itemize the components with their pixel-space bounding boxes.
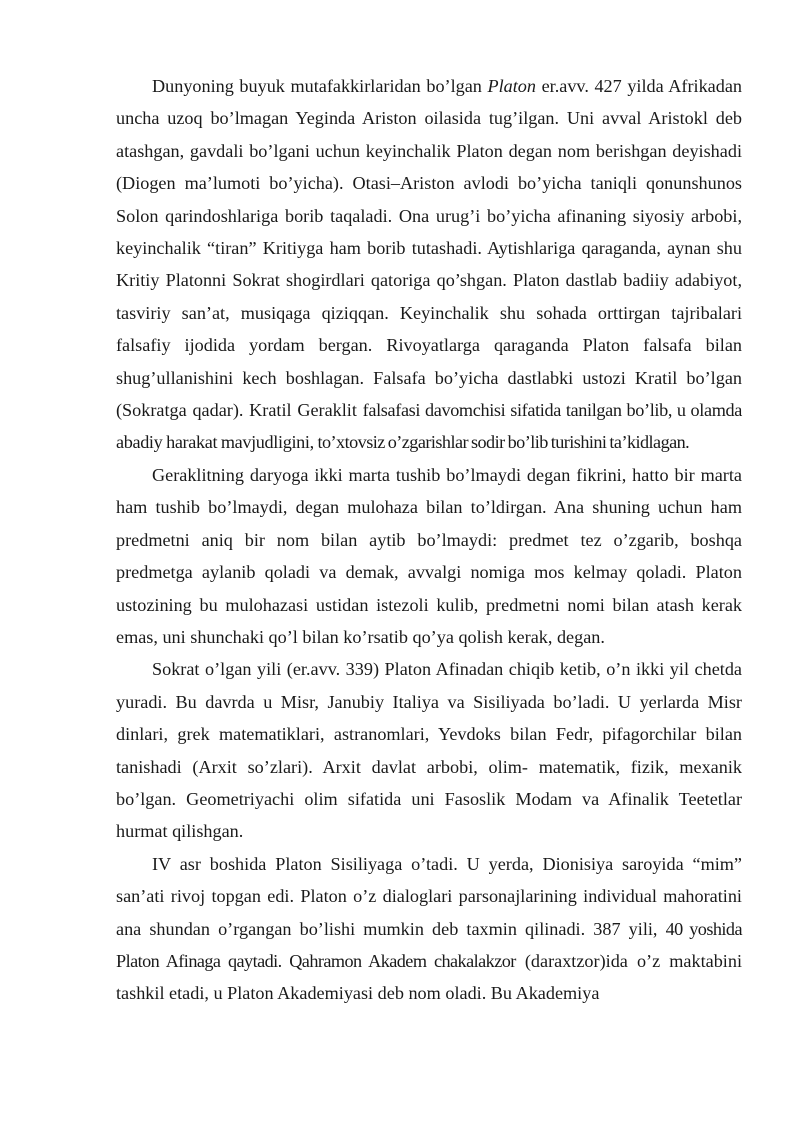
document-page bbox=[116, 70, 742, 1010]
paragraph-text: Geraklitning daryoga ikki marta tushib bo’lmaydi degan fikrini, hatto bir marta ham tushib bo’lmaydi, degan mulohaza bilan to’ldirgan. Ana shuning uchun ham predmetni aniq bir nom bilan aytib bo’lmaydi: predmet tez o’zgarib, boshqa predmetga aylanib qoladi va demak, avvalgi nomiga mos kelmay qoladi. Platon ustozining bu mulohazasi ustidan istezoli kulib, predmetni nomi bilan atash kerak emas, uni shunchaki qo’l bilan ko’rsatib qo’ya qolish kerak, degan. bbox=[116, 464, 742, 647]
paragraph-platon-biography bbox=[116, 70, 742, 459]
paragraph-text: Sokrat o’lgan yili (er.avv. 339) Platon Afinadan chiqib ketib, o’n ikki yil chetda yuradi. Bu davrda u Misr, Janubiy Italiya va Sisiliyada bo’ladi. U yerlarda Misr dinlari, grek matematiklari, astranomlari, Yevdoks bilan Fedr, pifagorchilar bilan tanishadi (Arxit so’zlari). Arxit davlat arbobi, olim- matematik, fizik, mexanik bo’lgan. Geometriyachi olim sifatida uni Fasoslik Modam va Afinalik Teetetlar hurmat qilishgan. bbox=[116, 659, 742, 842]
paragraph-text: (daraxtzor)ida o’z maktabini tashkil etadi, u Platon Akademiyasi deb nom oladi. Bu Akademiya bbox=[116, 950, 742, 1004]
paragraph-text-condensed: to’xtovsiz o’zgarishlar sodir bo’lib turishini ta’kidlagan. bbox=[317, 432, 690, 453]
paragraph-travels bbox=[116, 653, 742, 847]
paragraph-text-condensed: falsafasi davomchisi sifatida tanilgan bo’lib, u olamda abadiy harakat mavjudligini, bbox=[116, 400, 742, 453]
paragraph-heraclitus bbox=[116, 459, 742, 653]
paragraph-text-condensed: 40 yoshida Platon Afinaga qaytadi. Qahramon Akadem chakalakzor bbox=[116, 918, 742, 971]
paragraph-text: Dunyoning buyuk mutafakkirlaridan bo’lgan bbox=[152, 76, 488, 96]
paragraph-academy bbox=[116, 848, 742, 1010]
name-platon-italic: Platon bbox=[487, 76, 536, 96]
paragraph-text: er.avv. 427 yilda Afrikadan uncha uzoq bo’lmagan Yeginda Ariston oilasida tug’ilgan. Uni avval Aristokl deb atashgan, gavdali bo’lgani uchun keyinchalik Platon degan nom berishgan deyishadi (Diogen ma’lumoti bo’yicha). Otasi–Ariston avlodi bo’yicha taniqli qonunshunos Solon qarindoshlariga borib taqaladi. Ona urug’i bo’yicha afinaning siyosiy arbobi, keyinchalik “tiran” Kritiyga ham borib tutashadi. Aytishlariga qaraganda, aynan shu Kritiy Platonni Sokrat shogirdlari qatoriga qo’shgan. Platon dastlab badiiy adabiyot, tasviriy san’at, musiqaga qiziqqan. Keyinchalik shu sohada orttirgan tajribalari falsafiy ijodida yordam bergan. Rivoyatlarga qaraganda Platon falsafa bilan shug’ullanishini kech boshlagan. Falsafa bo’yicha dastlabki ustozi Kratil bo’lgan (Sokratga qadar). Kratil Geraklit bbox=[116, 76, 742, 421]
paragraph-text: IV asr boshida Platon Sisiliyaga o’tadi. U yerda, Dionisiya saroyida “mim” san’ati rivoj topgan edi. Platon o’z dialoglari parsonajlarining individual mahoratini ana shundan o’rgangan bo’lishi mumkin deb taxmin qilinadi. 387 yili, bbox=[116, 853, 742, 939]
